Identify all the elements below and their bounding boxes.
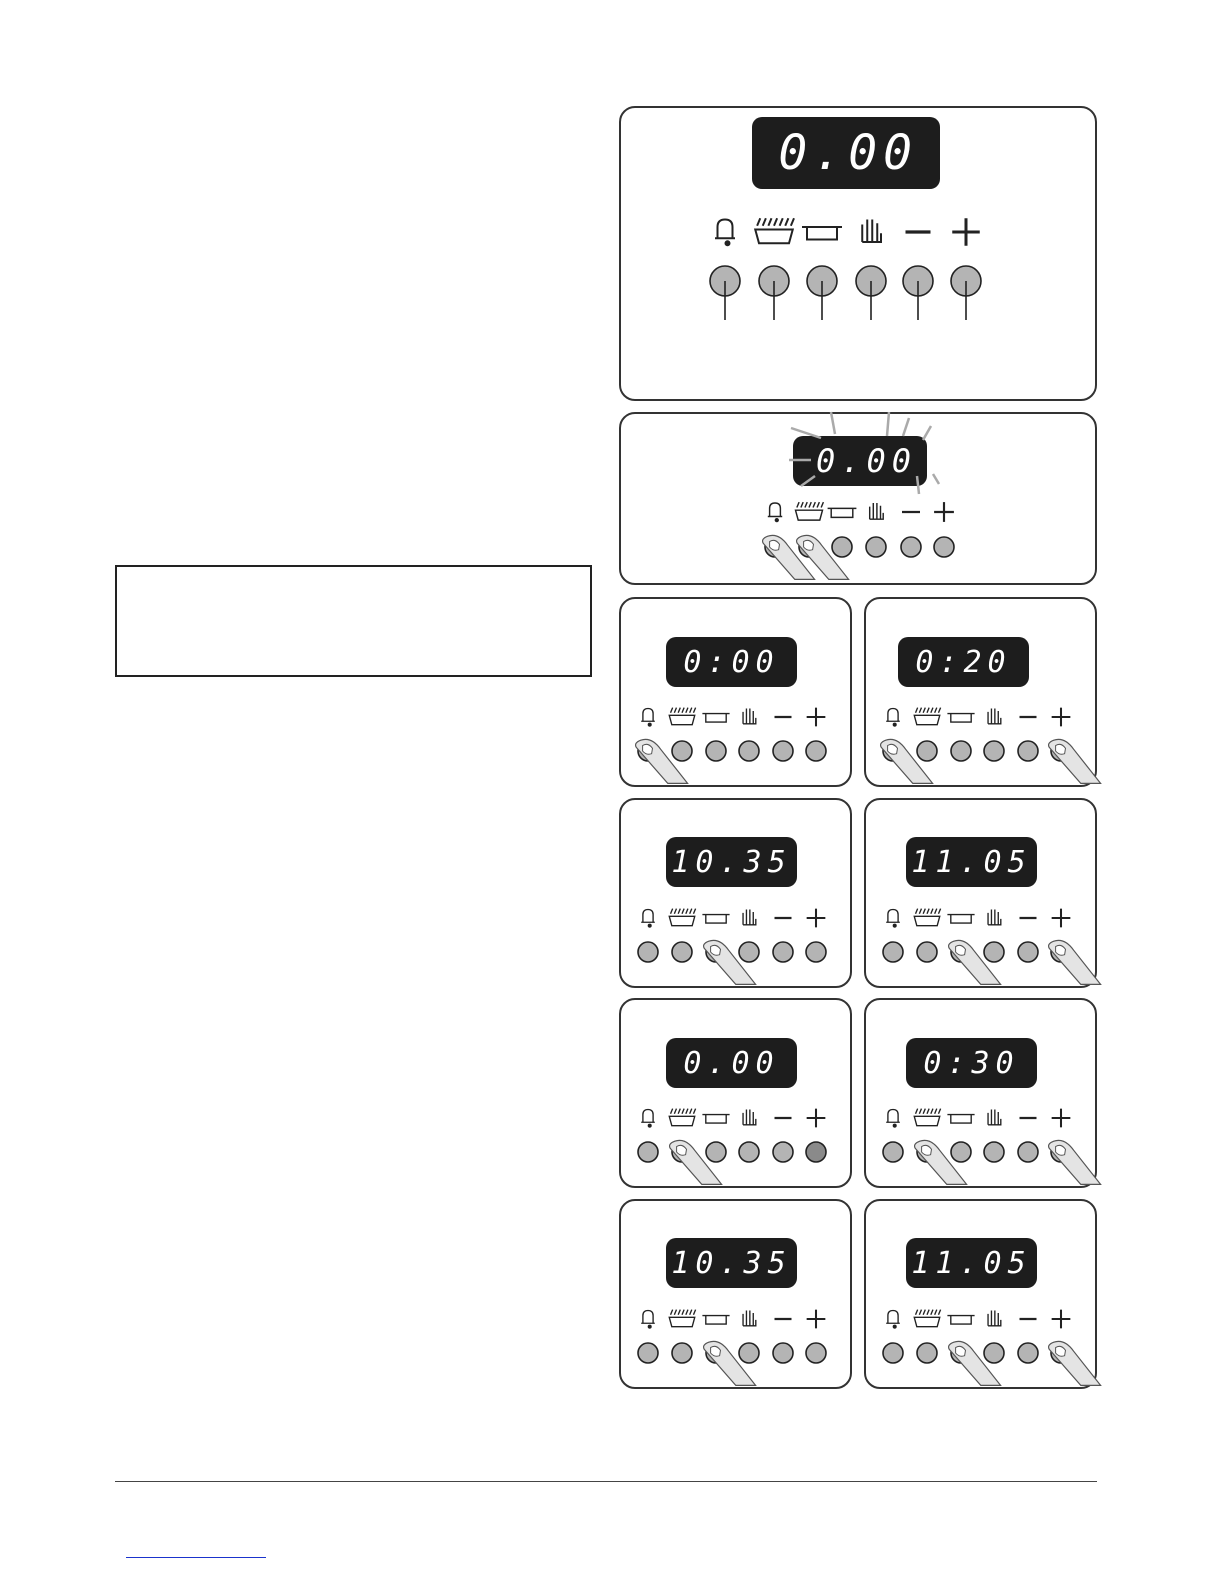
pot-icon [702, 1115, 729, 1124]
pot-icon [702, 1316, 729, 1325]
cook-duration-icon [669, 909, 695, 926]
pot-icon [802, 227, 842, 240]
alarm-bell-button[interactable] [883, 942, 903, 962]
flash-ray [903, 418, 909, 436]
pot-icon [947, 714, 974, 723]
manual-button[interactable] [984, 942, 1004, 962]
alarm-bell-button[interactable] [638, 1142, 658, 1162]
plus-button[interactable] [806, 1343, 826, 1363]
display-digits: 0:20 [915, 644, 1012, 680]
timer-panel-end-time-2-set [864, 1199, 1097, 1389]
manual-button[interactable] [984, 1142, 1004, 1162]
flash-ray [933, 474, 939, 484]
end-time-button[interactable] [706, 741, 726, 761]
end-time-button[interactable] [706, 1142, 726, 1162]
finger-press-icon [1049, 940, 1101, 984]
cook-duration-button[interactable] [917, 741, 937, 761]
plus-icon [807, 1310, 826, 1329]
plus-icon [1052, 1109, 1071, 1128]
flash-ray [831, 412, 835, 434]
minus-button[interactable] [773, 1343, 793, 1363]
plus-icon [807, 708, 826, 727]
display-digits: 0:00 [683, 644, 780, 680]
note-box [115, 565, 592, 677]
pot-icon [947, 1316, 974, 1325]
hand-icon [743, 1311, 756, 1326]
display-digits: 0.00 [778, 125, 918, 181]
cook-duration-icon [914, 909, 940, 926]
display-digits: 0.00 [683, 1045, 780, 1081]
cook-duration-icon [796, 502, 824, 520]
plus-button[interactable] [934, 537, 954, 557]
hand-icon [870, 503, 884, 519]
bell-icon [886, 910, 900, 928]
plus-button[interactable] [806, 942, 826, 962]
minus-button[interactable] [1018, 1142, 1038, 1162]
plus-icon [1052, 1310, 1071, 1329]
cook-duration-icon [755, 218, 794, 243]
pot-icon [702, 915, 729, 924]
cook-duration-icon [669, 1310, 695, 1327]
hand-icon [988, 1311, 1001, 1326]
bell-icon [641, 1311, 655, 1329]
cook-duration-icon [914, 708, 940, 725]
bell-icon [886, 1110, 900, 1128]
cook-duration-icon [669, 1109, 695, 1126]
bell-icon [641, 1110, 655, 1128]
cook-duration-button[interactable] [917, 942, 937, 962]
hand-icon [988, 910, 1001, 925]
alarm-bell-button[interactable] [638, 1343, 658, 1363]
timer-panel-duration-select [619, 998, 852, 1188]
timer-panel-alarm-set [864, 597, 1097, 787]
footer-link-underline [126, 1557, 266, 1558]
cook-duration-button[interactable] [917, 1343, 937, 1363]
end-time-button[interactable] [951, 1142, 971, 1162]
hand-icon [862, 220, 881, 243]
display-digits: 10.35 [671, 844, 792, 880]
display-digits: 10.35 [671, 1245, 792, 1281]
alarm-bell-button[interactable] [883, 1142, 903, 1162]
display-digits: 11.05 [911, 1245, 1032, 1281]
flash-ray [791, 428, 821, 438]
bell-icon [715, 220, 735, 246]
plus-button[interactable] [806, 1142, 826, 1162]
pot-icon [947, 1115, 974, 1124]
timer-panel-main [619, 106, 1097, 401]
end-time-button[interactable] [832, 537, 852, 557]
minus-button[interactable] [773, 741, 793, 761]
manual-button[interactable] [739, 1142, 759, 1162]
manual-button[interactable] [984, 1343, 1004, 1363]
manual-button[interactable] [984, 741, 1004, 761]
finger-press-icon [1049, 739, 1101, 783]
manual-button[interactable] [739, 942, 759, 962]
minus-button[interactable] [773, 1142, 793, 1162]
finger-press-icon [1049, 1341, 1101, 1385]
bell-icon [886, 709, 900, 727]
timer-panel-end-time-2 [619, 1199, 852, 1389]
flash-ray [923, 426, 931, 440]
plus-icon [807, 1109, 826, 1128]
hand-icon [988, 709, 1001, 724]
plus-icon [934, 502, 954, 522]
display-digits: 11.05 [911, 844, 1032, 880]
timer-panel-end-time-set [864, 798, 1097, 988]
flash-ray [801, 476, 815, 486]
cook-duration-icon [914, 1109, 940, 1126]
flash-ray [887, 412, 889, 436]
minus-button[interactable] [1018, 741, 1038, 761]
bell-icon [641, 910, 655, 928]
minus-button[interactable] [1018, 942, 1038, 962]
finger-press-icon [1049, 1140, 1101, 1184]
cook-duration-button[interactable] [672, 942, 692, 962]
plus-icon [1052, 909, 1071, 928]
minus-button[interactable] [1018, 1343, 1038, 1363]
manual-button[interactable] [739, 1343, 759, 1363]
manual-button[interactable] [739, 741, 759, 761]
display-digits: 0.00 [815, 442, 917, 480]
cook-duration-icon [914, 1310, 940, 1327]
pot-icon [828, 508, 857, 517]
timer-panel-duration-set [864, 998, 1097, 1188]
timer-panel-set-clock [619, 412, 1097, 585]
hand-icon [743, 709, 756, 724]
hand-icon [988, 1110, 1001, 1125]
timer-panel-alarm-select [619, 597, 852, 787]
footer-rule [115, 1481, 1097, 1482]
cook-duration-icon [669, 708, 695, 725]
timer-panel-end-time [619, 798, 852, 988]
minus-button[interactable] [901, 537, 921, 557]
alarm-bell-button[interactable] [638, 942, 658, 962]
manual-button[interactable] [866, 537, 886, 557]
hand-icon [743, 1110, 756, 1125]
plus-icon [1052, 708, 1071, 727]
alarm-bell-button[interactable] [883, 1343, 903, 1363]
hand-icon [743, 910, 756, 925]
plus-button[interactable] [806, 741, 826, 761]
cook-duration-button[interactable] [672, 1343, 692, 1363]
cook-duration-button[interactable] [672, 741, 692, 761]
minus-button[interactable] [773, 942, 793, 962]
bell-icon [768, 503, 782, 522]
plus-icon [807, 909, 826, 928]
display-digits: 0:30 [923, 1045, 1020, 1081]
plus-icon [952, 218, 980, 246]
pot-icon [947, 915, 974, 924]
bell-icon [641, 709, 655, 727]
bell-icon [886, 1311, 900, 1329]
end-time-button[interactable] [951, 741, 971, 761]
flash-ray [917, 476, 919, 494]
pot-icon [702, 714, 729, 723]
